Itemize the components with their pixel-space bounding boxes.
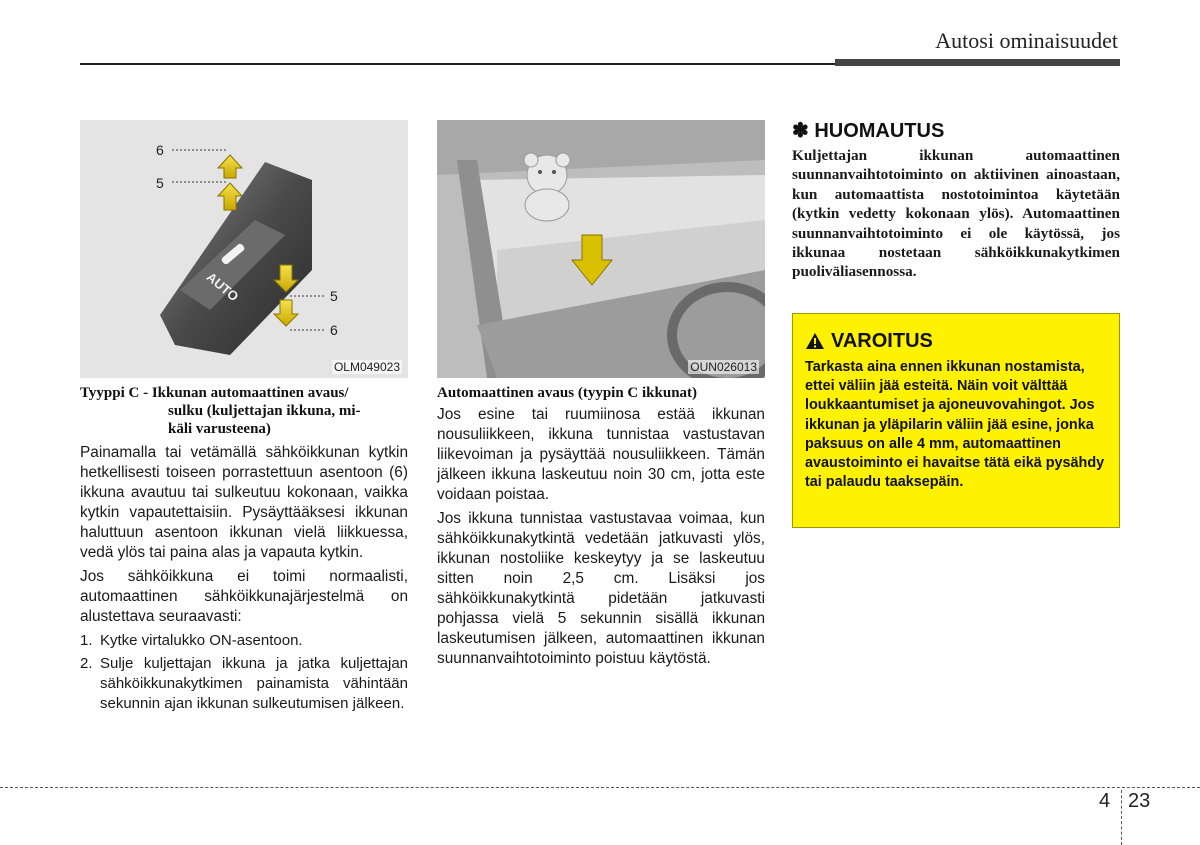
arrow-up-icon: [218, 155, 242, 178]
step-text: Sulje kuljettajan ikkuna ja jatka kuljettajan sähköikkunakytkimen painamista vähintään sekunnin ajan ikkunan sulkeutumisen jälkeen.: [100, 655, 408, 712]
header-rule-accent: [835, 59, 1120, 66]
list-item: [80, 631, 408, 651]
auto-label: AUTO: [203, 269, 242, 305]
footer-rule: [0, 787, 1200, 788]
caption-line: sulku (kuljettajan ikkuna, mi-: [168, 403, 361, 419]
paragraph: Jos esine tai ruumiinosa estää ikkunan nousuliikkeen, ikkuna tunnistaa vastustavan liikevoiman ja pysäyttää nousuliikkeen. Tämän jälkeen ikkuna laskeutuu noin 30 cm, jotta este voidaan poistaa.: [437, 406, 765, 503]
window-switch-figure: [80, 120, 408, 378]
list-item: [80, 654, 408, 714]
note-title: ✽ HUOMAUTUS: [792, 120, 945, 142]
step-number: 1.: [80, 632, 93, 649]
footer-divider: [1121, 790, 1122, 845]
step-number: 2.: [80, 655, 93, 672]
page-number: 23: [1128, 790, 1151, 812]
note-body: Kuljettajan ikkunan automaattinen suunnanvaihtotoiminto on aktiivinen ainoastaan, kun automaattista nostotoimintoa käytetään (kytkin vedetty kokonaan ylös). Automaattinen suunnanvaihtotoiminto ei ole käytössä, jos ikkunaa nostetaan sähköikkunakytkimen puoliväliasennossa.: [792, 147, 1120, 281]
figure-code: OUN026013: [690, 360, 757, 374]
steps-list: [80, 631, 408, 714]
page-header-title: Autosi ominaisuudet: [935, 28, 1118, 53]
step-text: Kytke virtalukko ON-asentoon.: [100, 632, 303, 649]
caption-line: Tyyppi C - Ikkunan automaattinen avaus/: [80, 385, 349, 401]
paragraph: Jos ikkuna tunnistaa vastustavaa voimaa, kun sähköikkunakytkintä vedetään jatkuvasti ylös, ikkunan nostoliike keskeytyy ja se laskeutuu sitten noin 2,5 cm. Lisäksi jos sähköikkunakytkintä pidetään jatkuvasti pohjassa vielä 5 sekunnin sisällä ikkunan laskeutumisen jälkeen, automaattinen ikkunan suunnanvaihtotoiminto poistuu käytöstä.: [437, 510, 765, 667]
figure-code: OLM049023: [333, 360, 400, 374]
position-label: 5: [330, 288, 338, 304]
position-label: 6: [156, 142, 164, 158]
window-switch-illustration: [80, 120, 408, 378]
warning-heading: [807, 330, 933, 353]
section-number: 4: [1099, 790, 1111, 812]
paragraph: Jos sähköikkuna ei toimi normaalisti, automaattinen sähköikkunajärjestelmä on alustettava seuraavasti:: [80, 568, 408, 625]
teddy-bear-icon: [524, 153, 570, 221]
header-rule: [80, 63, 835, 65]
caption-line: käli varusteena): [168, 421, 271, 437]
paragraph: Painamalla tai vetämällä sähköikkunan kytkin hetkellisesti toiseen porrastettuun asentoon (6) ikkuna avautuu tai sulkeutuu kokonaan, vaikka kytkin vapautettaisiin. Pysäyttääksesi ikkunan haluttuun asentoon ikkunan vielä liikkuessa, vedä ylös tai paina alas ja vapauta kytkin.: [80, 444, 408, 561]
position-label: 6: [330, 322, 338, 338]
column2-body: [437, 405, 765, 673]
warning-triangle-icon: [805, 332, 825, 350]
figure2-caption: Automaattinen avaus (tyypin C ikkunat): [437, 385, 698, 401]
car-window-illustration: [437, 120, 765, 378]
position-label: 5: [156, 175, 164, 191]
warning-body: Tarkasta aina ennen ikkunan nostamista, ettei väliin jää esteitä. Näin voit välttää loukkaantumiset ja ajoneuvovahingot. Jos ikkunan ja yläpilarin väliin jää esine, jonka paksuus on alle 4 mm, automaattinen avaustoiminto ei havaitse tätä eikä pysähdy tai palaudu taaksepäin.: [805, 359, 1105, 491]
column1-body: [80, 443, 408, 717]
warning-box: [792, 313, 1120, 528]
car-window-figure: [437, 120, 765, 378]
warning-title: VAROITUS: [831, 330, 933, 352]
figure1-caption: [80, 384, 410, 438]
